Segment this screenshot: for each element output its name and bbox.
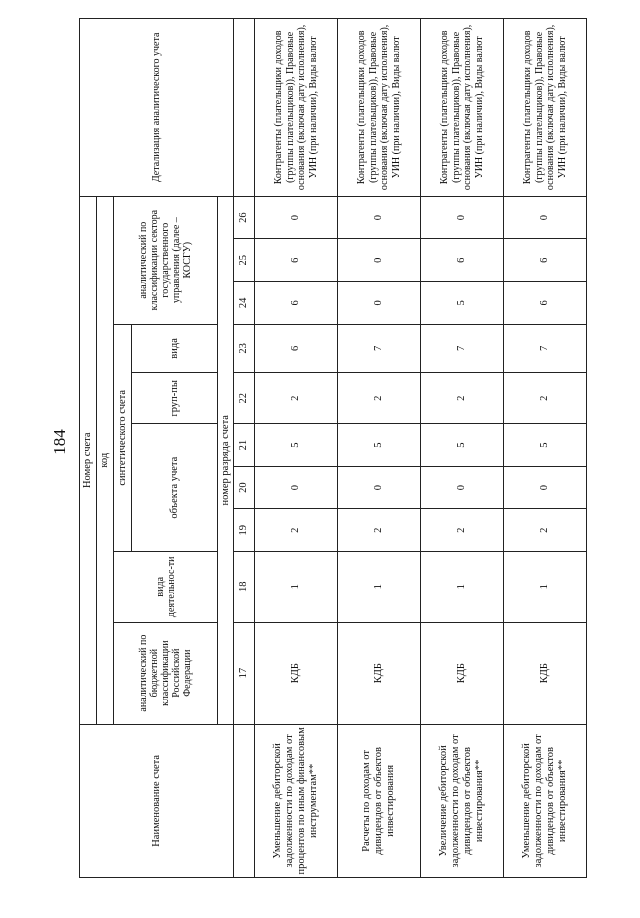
cell-object: 5 [255,424,338,467]
header-account-number: Номер счета [80,196,97,724]
table-row [255,19,338,878]
cell-kosgu: 0 [504,196,587,239]
cell-object: 0 [504,466,587,509]
cell-activity: 1 [504,552,587,623]
column-numbers-row [234,19,255,878]
header-kind: вида [132,324,218,373]
column-number: 18 [234,552,255,623]
cell-kind: 7 [504,324,587,373]
account-name: Расчеты по доходам от дивидендов от объектов инвестирования [338,724,421,877]
cell-kosgu: 6 [421,239,504,282]
cell-object: 2 [421,509,504,552]
cell-activity: 1 [338,552,421,623]
column-number: 23 [234,324,255,373]
cell-detail: Контрагенты (плательщики доходов (группы плательщиков)), Правовые основания (включая дату исполнения), УИН (при наличии), Виды валют [255,19,338,197]
column-number-blank [234,724,255,877]
column-number-blank [234,19,255,197]
header-synthetic: синтетического счета [114,324,132,551]
cell-kosgu: 0 [338,239,421,282]
cell-object: 5 [421,424,504,467]
cell-kosgu: 0 [338,282,421,325]
header-group: груп-пы [132,373,218,424]
cell-kosgu: 6 [504,282,587,325]
cell-kosgu: 6 [255,239,338,282]
cell-group: 2 [255,373,338,424]
cell-kosgu: 0 [255,196,338,239]
cell-kind: 7 [338,324,421,373]
column-number: 21 [234,424,255,467]
cell-activity: 1 [421,552,504,623]
cell-detail: Контрагенты (плательщики доходов (группы плательщиков)), Правовые основания (включая дату исполнения), УИН (при наличии), Виды валют [421,19,504,197]
accounts-table [79,18,587,878]
cell-budget-class: КДБ [338,622,421,724]
header-code: код [97,196,114,724]
column-number: 25 [234,239,255,282]
cell-object: 2 [255,509,338,552]
cell-object: 2 [504,509,587,552]
cell-object: 0 [338,466,421,509]
column-number: 17 [234,622,255,724]
cell-kind: 6 [255,324,338,373]
table-row [504,19,587,878]
account-name: Уменьшение дебиторской задолженности по доходам от процентов по иным финансовым инструментам** [255,724,338,877]
cell-object: 5 [338,424,421,467]
cell-object: 0 [255,466,338,509]
header-activity-kind: вида деятельнос-ти [114,552,218,623]
cell-object: 0 [421,466,504,509]
cell-budget-class: КДБ [255,622,338,724]
header-digit-number: номер разряда счета [218,196,234,724]
column-number: 26 [234,196,255,239]
column-number: 24 [234,282,255,325]
cell-kosgu: 0 [338,196,421,239]
column-number: 22 [234,373,255,424]
cell-kosgu: 6 [504,239,587,282]
header-name: Наименование счета [80,724,234,877]
cell-object: 2 [338,509,421,552]
table-row [338,19,421,878]
header-row-1 [80,19,97,878]
header-account-object: объекта учета [132,424,218,552]
cell-kosgu: 5 [421,282,504,325]
cell-kosgu: 0 [421,196,504,239]
cell-kosgu: 6 [255,282,338,325]
header-detail: Детализация аналитического учета [80,19,234,197]
cell-detail: Контрагенты (плательщики доходов (группы плательщиков)), Правовые основания (включая дату исполнения), УИН (при наличии), Виды валют [338,19,421,197]
table-row [421,19,504,878]
account-name: Увеличение дебиторской задолженности по доходам от дивидендов от объектов инвестирования** [421,724,504,877]
column-number: 20 [234,466,255,509]
cell-group: 2 [338,373,421,424]
cell-object: 5 [504,424,587,467]
table-rotated-wrapper [79,18,568,878]
header-analytic-kosgu: аналитический по классификации сектора государственного управления (далее – КОСГУ) [114,196,218,324]
cell-detail: Контрагенты (плательщики доходов (группы плательщиков)), Правовые основания (включая дату исполнения), УИН (при наличии), Виды валют [504,19,587,197]
cell-group: 2 [504,373,587,424]
cell-budget-class: КДБ [421,622,504,724]
header-analytic-budget: аналитический по бюджетной классификации Российской Федерации [114,622,218,724]
cell-kind: 7 [421,324,504,373]
page-number: 184 [50,429,69,455]
account-name: Уменьшение дебиторской задолженности по доходам от дивидендов от объектов инвестирования** [504,724,587,877]
column-number: 19 [234,509,255,552]
cell-activity: 1 [255,552,338,623]
cell-group: 2 [421,373,504,424]
cell-budget-class: КДБ [504,622,587,724]
